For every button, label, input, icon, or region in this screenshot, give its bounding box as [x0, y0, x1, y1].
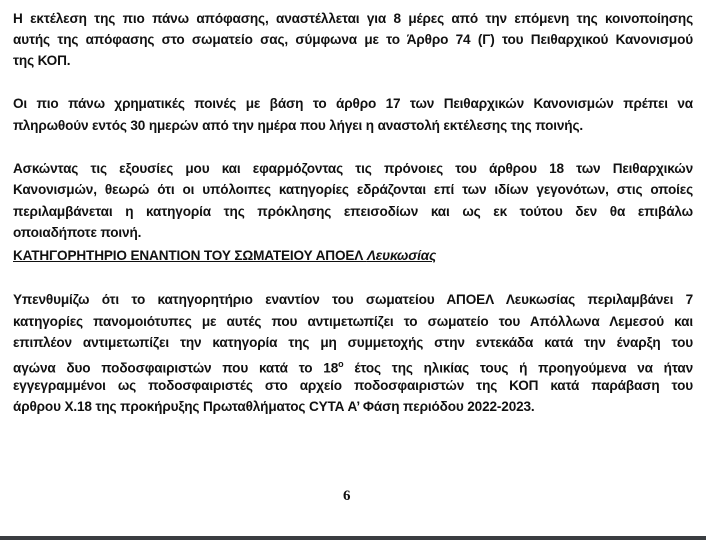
paragraph-3-line-1: Ασκώντας τις εξουσίες μου και εφαρμόζοντας τις πρόνοιες του άρθρου 18 των Πειθαρχικών [13, 161, 693, 176]
paragraph-2-line-1: Οι πιο πάνω χρηματικές ποινές με βάση το άρθρο 17 των Πειθαρχικών Κανονισμών πρέπει να [13, 96, 693, 111]
page-number: 6 [343, 488, 351, 504]
superscript-ordinal: ο [338, 359, 344, 369]
paragraph-2-line-2: πληρωθούν εντός 30 ημερών από την ημέρα που λήγει η αναστολή εκτέλεσης της ποινής. [13, 118, 584, 133]
bottom-edge-bar [0, 536, 706, 540]
section-heading-main: ΚΑΤΗΓΟΡΗΤΗΡΙΟ ΕΝΑΝΤΙΟΝ ΤΟΥ ΣΩΜΑΤΕΙΟΥ ΑΠΟΕΛ [13, 248, 367, 263]
paragraph-4-line-5: εγγεγραμμένοι ως ποδοσφαιριστές στο αρχείο ποδοσφαιριστών της ΚΟΠ κατά παράβαση του [13, 378, 693, 393]
paragraph-4-line-4 [13, 355, 693, 378]
paragraph-1-line-3: της ΚΟΠ. [13, 53, 71, 68]
section-heading [13, 248, 436, 263]
paragraph-3-line-3: περιλαμβάνεται η κατηγορία της πρόκλησης επεισοδίων και ως εκ τούτου δεν θα επιβάλω [13, 204, 693, 219]
paragraph-1-line-2: αυτής της απόφασης στο σωματείο σας, σύμφωνα με το Άρθρο 74 (Γ) του Πειθαρχικού Κανονισμού [13, 32, 693, 47]
paragraph-3-line-4: οποιαδήποτε ποινή. [13, 225, 142, 240]
paragraph-4-line-3: επιπλέον αντιμετωπίζει την κατηγορία της μη συμμετοχής στην εντεκάδα κατά την έναρξη του [13, 335, 693, 350]
paragraph-3-line-2: Κανονισμών, θεωρώ ότι οι υπόλοιπες κατηγορίες εδράζονται επί των ιδίων γεγονότων, στις οποίες [13, 182, 693, 197]
paragraph-4-line-4-start: αγώνα δυο ποδοσφαιριστών που κατά το 18 [13, 360, 339, 376]
paragraph-4-line-4-end: έτος της ηλικίας τους ή προηγούμενα να ήταν [343, 360, 693, 376]
section-heading-italic: Λευκωσίας [366, 248, 437, 263]
paragraph-4-line-2: κατηγορίες πανομοιότυπες με αυτές που αντιμετωπίζει το σωματείο του Απόλλωνα Λεμεσού και [13, 314, 693, 329]
paragraph-1-line-1: Η εκτέλεση της πιο πάνω απόφασης, αναστέλλεται για 8 μέρες από την επόμενη της κοινοποίησης [13, 11, 693, 26]
paragraph-4-line-1: Υπενθυμίζω ότι το κατηγορητήριο εναντίον του σωματείου ΑΠΟΕΛ Λευκωσίας περιλαμβάνει 7 [13, 292, 693, 307]
paragraph-4-line-6: άρθρου Χ.18 της προκήρυξης Πρωταθλήματος CYTA Α’ Φάση περιόδου 2022-2023. [13, 399, 535, 414]
